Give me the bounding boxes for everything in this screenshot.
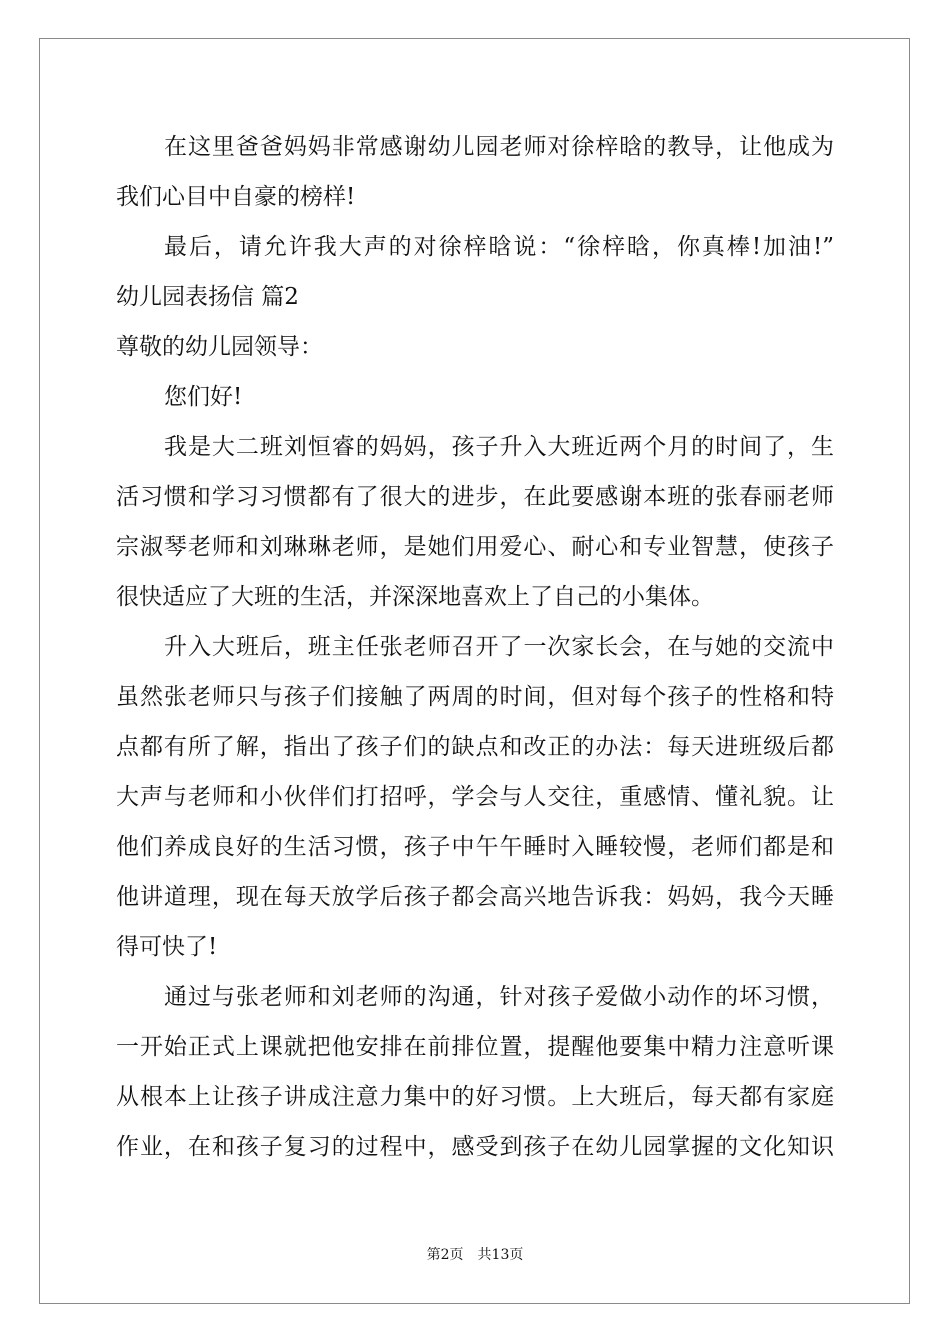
greeting: 您们好! (164, 384, 243, 410)
paragraph-line: 他讲道理，现在每天放学后孩子都会高兴地告诉我：妈妈，我今天睡 (116, 884, 834, 910)
paragraph-line: 从根本上让孩子讲成注意力集中的好习惯。上大班后，每天都有家庭 (116, 1084, 834, 1110)
paragraph-line: 升入大班后，班主任张老师召开了一次家长会，在与她的交流中 (164, 634, 834, 660)
paragraph-line: 我们心目中自豪的榜样! (116, 184, 356, 210)
paragraph-line: 最后，请允许我大声的对徐梓晗说：“徐梓晗，你真棒!加油!” (164, 234, 834, 260)
page-footer (0, 1244, 950, 1264)
paragraph-line: 我是大二班刘恒睿的妈妈，孩子升入大班近两个月的时间了，生 (164, 434, 834, 460)
salutation: 尊敬的幼儿园领导： (116, 334, 323, 360)
paragraph-line: 在这里爸爸妈妈非常感谢幼儿园老师对徐梓晗的教导，让他成为 (164, 134, 834, 160)
paragraph-line: 很快适应了大班的生活，并深深地喜欢上了自己的小集体。 (116, 584, 714, 610)
page-total: 共13页 (477, 1247, 524, 1263)
paragraph-line: 一开始正式上课就把他安排在前排位置，提醒他要集中精力注意听课 (116, 1034, 834, 1060)
paragraph-line: 通过与张老师和刘老师的沟通，针对孩子爱做小动作的坏习惯， (164, 984, 834, 1010)
paragraph-line: 作业，在和孩子复习的过程中，感受到孩子在幼儿园掌握的文化知识 (116, 1134, 834, 1160)
paragraph-line: 他们养成良好的生活习惯，孩子中午午睡时入睡较慢，老师们都是和 (116, 834, 834, 860)
paragraph-line: 大声与老师和小伙伴们打招呼，学会与人交往，重感情、懂礼貌。让 (116, 784, 834, 810)
page-number: 第2页 (426, 1247, 464, 1263)
paragraph-line: 活习惯和学习习惯都有了很大的进步，在此要感谢本班的张春丽老师 (116, 484, 834, 510)
paragraph-line: 虽然张老师只与孩子们接触了两周的时间，但对每个孩子的性格和特 (116, 684, 834, 710)
section-heading: 幼儿园表扬信 篇2 (116, 284, 299, 310)
paragraph-line: 点都有所了解，指出了孩子们的缺点和改正的办法：每天进班级后都 (116, 734, 834, 760)
paragraph-line: 得可快了! (116, 934, 218, 960)
paragraph-line: 宗淑琴老师和刘琳琳老师，是她们用爱心、耐心和专业智慧，使孩子 (116, 534, 834, 560)
